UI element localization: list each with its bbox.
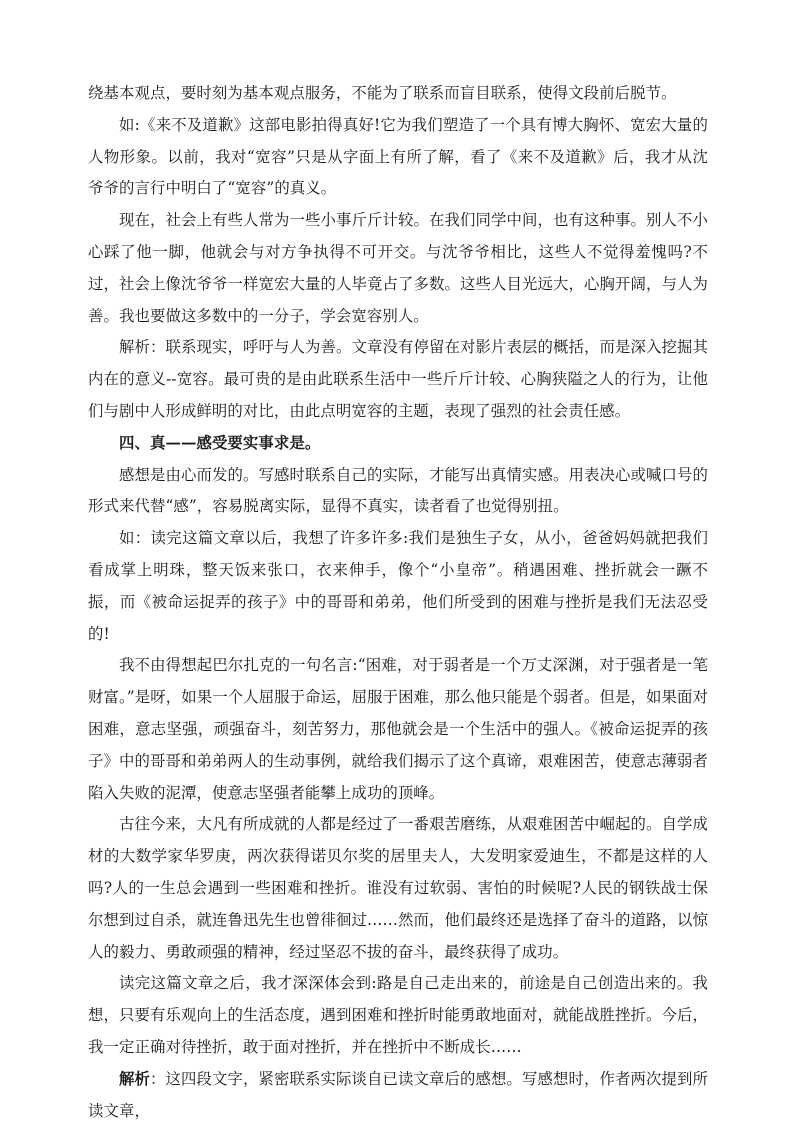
analysis-label: 解析	[119, 1069, 150, 1088]
paragraph-historic-examples: 古往今来，大凡有所成就的人都是经过了一番艰苦磨练，从艰难困苦中崛起的。自学成材的大数学家华罗庚，两次获得诺贝尔奖的居里夫人，大发明家爱迪生，不都是这样的人吗?人的一生总会遇到一些困难和挫折。谁没有过软弱、害怕的时候呢?人民的钢铁战士保尔想到过自杀，就连鲁迅先生也曾徘徊过……然而，他们最终还是选择了奋斗的道路，以惊人的毅力、勇敢顽强的精神，经过坚忍不拔的奋斗，最终获得了成功。	[88, 815, 708, 961]
analysis-text: ：这四段文字，紧密联系实际谈自已读文章后的感想。写感想时，作者两次提到所读文章，	[88, 1069, 708, 1120]
paragraph-example-reading: 如：读完这篇文章以后，我想了许多许多:我们是独生子女，从小，爸爸妈妈就把我们看成掌上明珠，整天饭来张口，衣来伸手，像个“小皇帝”。稍遇困难、挫折就会一蹶不振，而《被命运捉弄的孩子》中的哥哥和弟弟，他们所受到的困难与挫折是我们无法忍受的!	[88, 529, 708, 643]
paragraph-analysis-tolerance: 解析：联系现实，呼吁与人为善。文章没有停留在对影片表层的概括，而是深入挖掘其内在的意义--宽容。最可贵的是由此联系生活中一些斤斤计较、心胸狭隘之人的行为，让他们与剧中人形成鲜明的对比，由此点明宽容的主题，表现了强烈的社会责任感。	[88, 338, 708, 420]
paragraph-continuation: 绕基本观点，要时刻为基本观点服务，不能为了联系而盲目联系，使得文段前后脱节。	[88, 84, 677, 102]
paragraph-feelings: 感想是由心而发的。写感时联系自己的实际，才能写出真情实感。用表决心或喊口号的形式来代替“感”，容易脱离实际，显得不真实，读者看了也觉得别扭。	[88, 465, 708, 516]
paragraph-balzac-quote: 我不由得想起巴尔扎克的一句名言:“困难，对于弱者是一个万丈深渊，对于强者是一笔财富。”是呀，如果一个人屈服于命运，屈服于困难，那么他只能是个弱者。但是，如果面对困难，意志坚强，顽强奋斗，刻苦努力，那他就会是一个生活中的强人。《被命运捉弄的孩子》中的哥哥和弟弟两人的生动事例，就给我们揭示了这个真谛，艰难困苦，使意志薄弱者陷入失败的泥潭，使意志坚强者能攀上成功的顶峰。	[88, 656, 708, 802]
section-heading-four: 四、真——感受要实事求是。	[119, 433, 321, 452]
paragraph-analysis-final	[88, 1064, 708, 1127]
paragraph-society: 现在，社会上有些人常为一些小事斤斤计较。在我们同学中间，也有这种事。别人不小心踩了他一脚，他就会与对方争执得不可开交。与沈爷爷相比，这些人不觉得羞愧吗?不过，社会上像沈爷爷一样宽宏大量的人毕竟占了多数。这些人目光远大，心胸开阔，与人为善。我也要做这多数中的一分子，学会宽容别人。	[88, 211, 708, 325]
paragraph-example-movie: 如:《来不及道歉》这部电影拍得真好!它为我们塑造了一个具有博大胸怀、宽宏大量的人物形象。以前，我对“宽容”只是从字面上有所了解，看了《来不及道歉》后，我才从沈爷爷的言行中明白了“宽容”的真义。	[88, 115, 708, 198]
document-body	[88, 78, 708, 1127]
paragraph-conclusion: 读完这篇文章之后，我才深深体会到:路是自己走出来的，前途是自己创造出来的。我想，只要有乐观向上的生活态度，遇到困难和挫折时能勇敢地面对，就能战胜挫折。今后，我一定正确对待挫折，敢于面对挫折，并在挫折中不断成长……	[88, 974, 708, 1056]
